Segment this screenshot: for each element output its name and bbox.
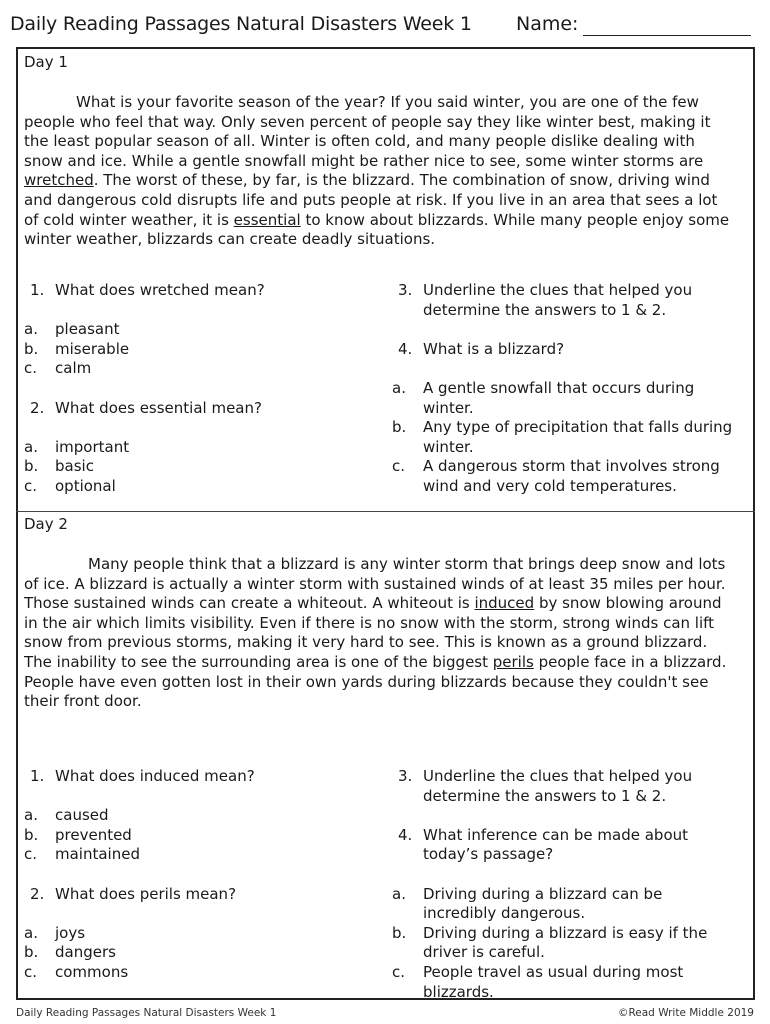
day2-q2-option-a[interactable]	[24, 924, 374, 944]
question-number: 2.	[30, 398, 45, 417]
day1-q4-option-a[interactable]	[392, 379, 736, 418]
option-letter: c.	[24, 359, 38, 378]
option-letter: c.	[392, 457, 406, 476]
option-text: optional	[55, 476, 116, 495]
day2-q1-option-a[interactable]	[24, 806, 374, 826]
day1-question-2	[24, 399, 374, 419]
day1-q2-option-c[interactable]	[24, 477, 374, 497]
question-number: 2.	[30, 884, 45, 903]
question-number: 4.	[398, 339, 413, 358]
day2-passage-part2: by snow blowing around in the air which limits visibility. Even if there is no snow with the storm, strong winds can lift snow from previous storms, making it very hard to see. This is known as a ground blizzard. The inability to see the surrounding area is one of the biggest	[24, 594, 722, 671]
day1-q2-option-b[interactable]	[24, 457, 374, 477]
question-text: What does wretched mean?	[55, 281, 265, 299]
option-letter: c.	[392, 962, 406, 981]
footer-title: Daily Reading Passages Natural Disasters Week 1	[16, 1007, 277, 1019]
day1-left-questions	[24, 281, 374, 497]
name-label: Name:	[516, 13, 579, 35]
day1-right-questions	[392, 281, 736, 497]
option-text: A dangerous storm that involves strong wind and very cold temperatures.	[423, 457, 720, 495]
option-letter: c.	[24, 962, 38, 981]
day1-question-4	[392, 340, 736, 360]
day1-q2-option-a[interactable]	[24, 438, 374, 458]
question-number: 3.	[398, 281, 413, 299]
footer-copyright: ©Read Write Middle 2019	[617, 1007, 754, 1019]
question-text: What does perils mean?	[55, 884, 237, 903]
option-letter: a.	[24, 923, 38, 942]
day1-passage-part2: . The worst of these, by far, is the blizzard. The combination of snow, driving wind and dangerous cold disrupts life and puts people at risk. If you live in an area that sees a lot of cold winter weather, it is	[24, 171, 718, 229]
day2-question-1	[24, 767, 374, 787]
vocab-word-induced: induced	[474, 594, 535, 613]
day2-q4-option-a[interactable]	[392, 885, 736, 924]
day2-q1-option-c[interactable]	[24, 845, 374, 865]
day2-passage-part1: Many people think that a blizzard is any winter storm that brings deep snow and lots of ice. A blizzard is actually a winter storm with sustained winds of at least 35 miles per hour. Those sustained winds can create a whiteout. A whiteout is	[24, 555, 726, 613]
question-text: What is a blizzard?	[423, 339, 565, 358]
day1-q1-option-a[interactable]	[24, 320, 374, 340]
option-text: basic	[55, 457, 94, 476]
option-letter: a.	[392, 884, 406, 903]
option-text: joys	[55, 923, 86, 942]
option-letter: b.	[24, 825, 39, 844]
question-number: 1.	[30, 767, 45, 785]
day2-right-questions	[392, 767, 736, 1002]
day2-question-2	[24, 885, 374, 905]
question-text: What does induced mean?	[55, 767, 255, 785]
day2-q1-option-b[interactable]	[24, 826, 374, 846]
day2-question-4	[392, 826, 736, 865]
day1-question-1	[24, 281, 374, 301]
day1-passage	[24, 93, 736, 250]
day1-question-3	[392, 281, 736, 320]
day2-q2-option-c[interactable]	[24, 963, 374, 983]
day2-question-3	[392, 767, 736, 806]
vocab-word-wretched: wretched	[24, 171, 94, 190]
section-divider	[16, 511, 755, 512]
option-text: prevented	[55, 825, 132, 844]
day1-q4-option-c[interactable]	[392, 457, 736, 496]
option-text: calm	[55, 359, 92, 378]
day1-passage-part1: What is your favorite season of the year? If you said winter, you are one of the few people who feel that way. Only seven percent of people say they like winter best, making it the least popular season of all. Winter is often cold, and many people dislike dealing with snow and ice. While a gentle snowfall might be rather nice to see, some winter storms are	[24, 93, 711, 170]
option-letter: a.	[392, 378, 406, 397]
option-letter: a.	[24, 437, 38, 456]
vocab-word-essential: essential	[233, 210, 301, 229]
question-number: 1.	[30, 281, 45, 299]
option-text: commons	[55, 962, 129, 981]
option-text: caused	[55, 806, 109, 825]
option-text: maintained	[55, 845, 140, 864]
question-text: What inference can be made about today’s passage?	[423, 825, 689, 864]
option-text: Driving during a blizzard can be incredibly dangerous.	[423, 884, 663, 923]
option-text: A gentle snowfall that occurs during winter.	[423, 378, 695, 417]
option-letter: c.	[24, 476, 38, 495]
day1-q1-option-c[interactable]	[24, 359, 374, 379]
option-letter: b.	[392, 418, 407, 437]
day2-label: Day 2	[24, 515, 68, 533]
option-text: Any type of precipitation that falls during winter.	[423, 418, 733, 456]
option-letter: a.	[24, 320, 38, 339]
page-title: Daily Reading Passages Natural Disasters Week 1	[10, 13, 472, 35]
day2-left-questions	[24, 767, 374, 983]
option-letter: b.	[24, 457, 39, 476]
option-letter: b.	[392, 923, 407, 942]
option-letter: b.	[24, 943, 39, 962]
day1-q4-option-b[interactable]	[392, 418, 736, 457]
day1-label: Day 1	[24, 53, 68, 71]
option-text: important	[55, 437, 130, 456]
day2-q4-option-c[interactable]	[392, 963, 736, 1002]
question-number: 3.	[398, 767, 413, 785]
option-letter: c.	[24, 845, 38, 864]
question-text: Underline the clues that helped you determine the answers to 1 & 2.	[423, 767, 693, 805]
option-text: Driving during a blizzard is easy if the driver is careful.	[423, 923, 708, 962]
question-number: 4.	[398, 825, 413, 844]
day2-q2-option-b[interactable]	[24, 943, 374, 963]
option-text: dangers	[55, 943, 116, 962]
question-text: What does essential mean?	[55, 398, 262, 417]
vocab-word-perils: perils	[492, 652, 534, 671]
day2-q4-option-b[interactable]	[392, 924, 736, 963]
option-text: pleasant	[55, 320, 120, 339]
option-letter: b.	[24, 339, 39, 358]
question-text: Underline the clues that helped you determine the answers to 1 & 2.	[423, 281, 693, 319]
day2-passage-part3: people face in a blizzard. People have even gotten lost in their own yards during blizzards because they couldn't see their front door.	[24, 652, 727, 711]
option-text: miserable	[55, 339, 130, 358]
day2-passage	[24, 555, 736, 712]
option-text: People travel as usual during most blizzards.	[423, 962, 684, 1001]
name-blank-line[interactable]	[583, 35, 751, 36]
option-letter: a.	[24, 806, 38, 825]
day1-q1-option-b[interactable]	[24, 340, 374, 360]
day1-passage-part3: to know about blizzards. While many people enjoy some winter weather, blizzards can create deadly situations.	[24, 210, 730, 249]
